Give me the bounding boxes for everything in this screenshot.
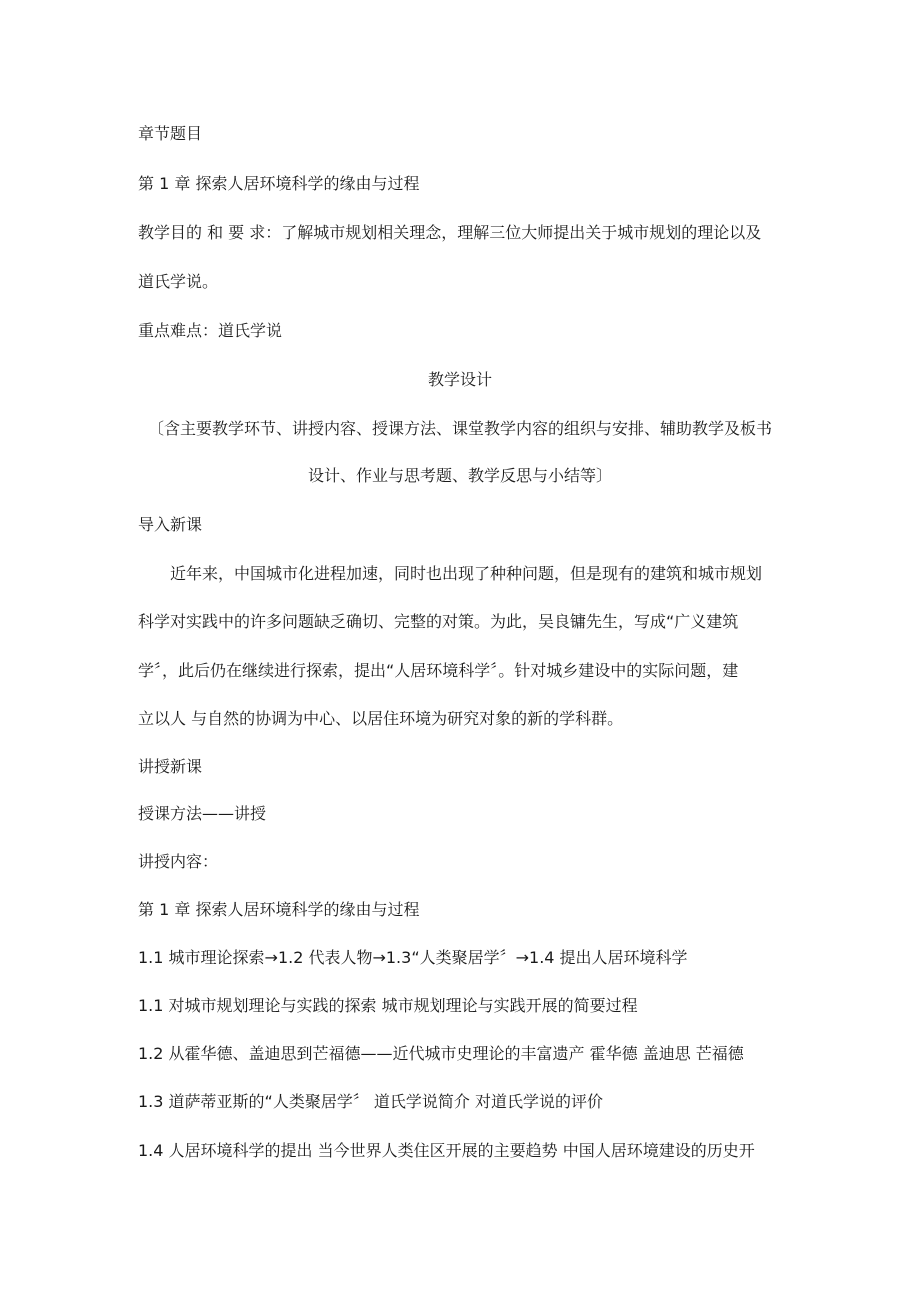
section-1-4: 1.4 人居环境科学的提出 当今世界人类住区开展的主要趋势 中国人居环境建设的历史开 [138,1141,755,1160]
section-1-3: 1.3 道萨蒂亚斯的“人类聚居学〞 道氏学说简介 对道氏学说的评价 [138,1092,603,1111]
design-note-line-2: 设计、作业与思考题、教学反思与小结等〕 [307,466,612,485]
lecture-heading: 讲授新课 [138,757,203,776]
lecture-content-label: 讲授内容： [138,852,219,871]
objectives-line-1: 教学目的 和 要 求：了解城市规划相关理念，理解三位大师提出关于城市规划的理论以及 [138,223,762,242]
intro-paragraph-line-1: 近年来，中国城市化进程加速，同时也出现了种种问题，但是现有的建筑和城市规划 [170,564,763,583]
section-1-2: 1.2 从霍华德、盖迪思到芒福德——近代城市史理论的丰富遗产 霍华德 盖迪思 芒福德 [138,1044,744,1063]
intro-paragraph-line-3: 学〞，此后仍在继续进行探索，提出“人居环境科学〞。针对城乡建设中的实际问题，建 [138,661,739,680]
lecture-method: 授课方法——讲授 [138,804,267,823]
intro-paragraph-line-2: 科学对实践中的许多问题缺乏确切、完整的对策。为此，吴良镛先生，写成“广义建筑 [138,612,739,631]
design-note-line-1: 〔含主要教学环节、讲授内容、授课方法、课堂教学内容的组织与安排、辅助教学及板书 [147,419,772,438]
section-1-1: 1.1 对城市规划理论与实践的探索 城市规划理论与实践开展的简要过程 [138,996,638,1015]
design-title: 教学设计 [427,370,492,389]
lecture-outline: 1.1 城市理论探索→1.2 代表人物→1.3“人类聚居学〞→1.4 提出人居环境科学 [138,948,688,967]
intro-heading: 导入新课 [138,515,203,534]
intro-paragraph-line-4: 立以人 与自然的协调为中心、以居住环境为研究对象的新的学科群。 [138,709,624,728]
chapter-title: 第 1 章 探索人居环境科学的缘由与过程 [138,174,420,193]
key-points: 重点难点：道氏学说 [138,321,283,340]
objectives-line-2: 道氏学说。 [138,272,219,291]
chapter-topic-label: 章节题目 [138,124,203,143]
lecture-chapter-title: 第 1 章 探索人居环境科学的缘由与过程 [138,900,420,919]
